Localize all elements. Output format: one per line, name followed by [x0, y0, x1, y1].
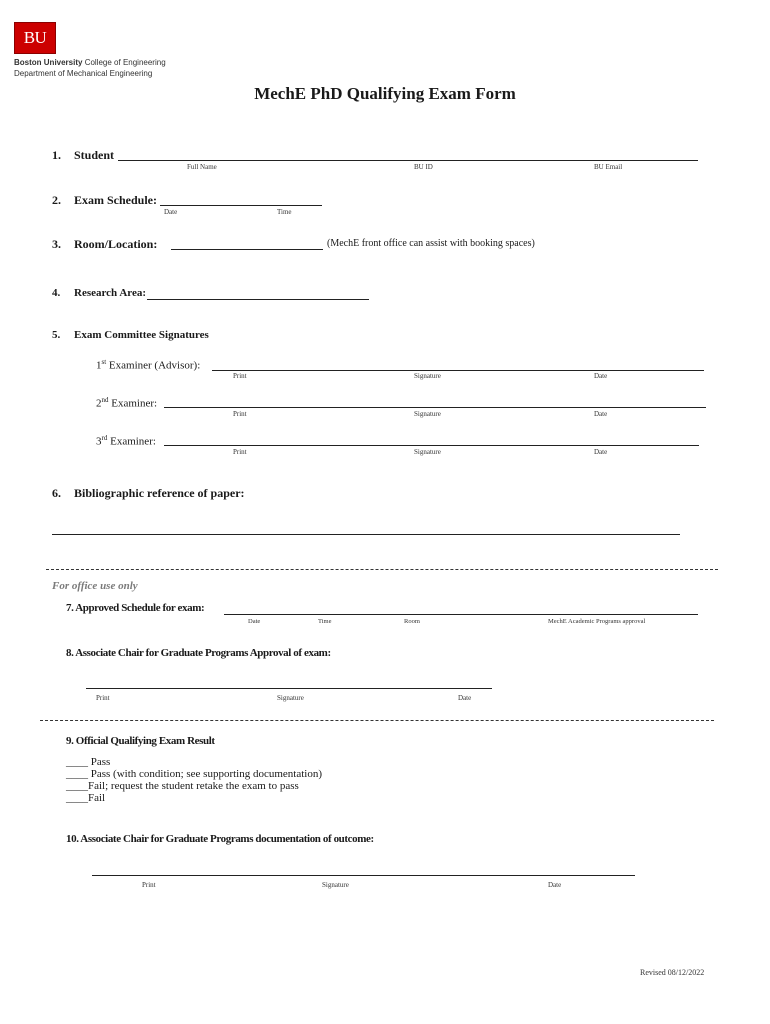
q6-number: 6. [52, 486, 61, 500]
examiner-3-caption-signature: Signature [414, 448, 441, 456]
examiner-3-text: Examiner: [110, 435, 156, 448]
examiner-1-text: Examiner (Advisor): [108, 359, 201, 372]
q4-research-line[interactable] [147, 299, 369, 300]
examiner-2-line[interactable] [164, 407, 706, 408]
examiner-1-suffix: st [101, 358, 107, 366]
examiner-1-caption-print: Print [233, 372, 247, 380]
q10-label: 10. Associate Chair for Graduate Programs documentation of outcome: [66, 833, 374, 845]
q7-label: 7. Approved Schedule for exam: [66, 602, 205, 614]
q9-option-pass-condition-blank[interactable]: ____ [66, 768, 88, 780]
q9-label: 9. Official Qualifying Exam Result [66, 735, 215, 747]
q9-option-pass-blank[interactable]: ____ [66, 756, 88, 768]
q8-label: 8. Associate Chair for Graduate Programs Approval of exam: [66, 647, 331, 659]
q9-option-pass-text: Pass [90, 756, 111, 768]
logo-department: Department of Mechanical Engineering [14, 69, 153, 78]
q2-caption-date: Date [164, 208, 178, 216]
examiner-3-label [96, 434, 156, 448]
logo-university-line [14, 58, 166, 67]
q9-option-fail-blank[interactable]: ____ [66, 792, 88, 804]
page-title: MechE PhD Qualifying Exam Form [254, 84, 516, 103]
q10-caption-print: Print [142, 881, 156, 889]
examiner-2-caption-signature: Signature [414, 410, 441, 418]
examiner-3-ordinal: 3 [96, 435, 102, 448]
q4-label [52, 287, 146, 299]
q2-text: Exam Schedule: [74, 193, 158, 207]
q3-number: 3. [52, 237, 61, 251]
examiner-1-caption-signature: Signature [414, 372, 441, 380]
revised-date: Revised 08/12/2022 [640, 968, 705, 977]
q1-number: 1. [52, 148, 61, 162]
q9-option-fail-retake-blank[interactable]: ____ [66, 780, 88, 792]
office-divider-top [46, 569, 718, 570]
examiner-3-caption-date: Date [594, 448, 608, 456]
q2-label [52, 193, 157, 208]
examiner-1-line[interactable] [212, 370, 704, 371]
q10-caption-date: Date [548, 881, 562, 889]
examiner-3-suffix: rd [101, 434, 108, 442]
examiner-1-ordinal: 1 [96, 359, 102, 372]
q4-text: Research Area: [74, 287, 146, 299]
q6-text: Bibliographic reference of paper: [74, 486, 245, 500]
q7-approved-line[interactable] [224, 614, 698, 615]
q8-caption-signature: Signature [277, 694, 304, 702]
q10-signature-line[interactable] [92, 875, 635, 876]
q4-number: 4. [52, 287, 61, 299]
q1-caption-id: BU ID [414, 163, 433, 171]
q10-caption-signature: Signature [322, 881, 349, 889]
q1-caption-name: Full Name [187, 163, 217, 171]
logo-university: Boston University [14, 58, 83, 67]
q5-text: Exam Committee Signatures [74, 329, 209, 341]
q3-label [52, 237, 157, 252]
q5-number: 5. [52, 329, 61, 341]
q2-caption-time: Time [277, 208, 292, 216]
q6-label [52, 486, 245, 501]
q9-option-fail-text: Fail [88, 792, 106, 804]
q9-option-fail-retake-text: Fail; request the student retake the exam to pass [88, 780, 299, 792]
q8-caption-date: Date [458, 694, 472, 702]
q1-student-line[interactable] [118, 160, 698, 161]
office-divider-bottom [40, 720, 714, 721]
examiner-2-caption-print: Print [233, 410, 247, 418]
examiner-2-ordinal: 2 [96, 397, 102, 410]
q9-option-pass[interactable] [66, 756, 322, 768]
q7-caption-date: Date [248, 618, 261, 625]
q9-option-fail[interactable] [66, 792, 322, 804]
examiner-2-suffix: nd [101, 396, 109, 404]
q7-caption-room: Room [404, 618, 420, 625]
q3-room-line[interactable] [171, 249, 323, 250]
examiner-3-line[interactable] [164, 445, 699, 446]
q2-number: 2. [52, 193, 61, 207]
q7-caption-approval: MechE Academic Programs approval [548, 618, 646, 625]
examiner-2-caption-date: Date [594, 410, 608, 418]
q9-option-pass-condition-text: Pass (with condition; see supporting documentation) [90, 768, 323, 780]
q2-schedule-line[interactable] [160, 205, 322, 206]
q9-options [66, 756, 322, 804]
office-header: For office use only [52, 580, 138, 592]
bu-logo: BU [14, 22, 56, 54]
q8-caption-print: Print [96, 694, 110, 702]
logo-college: College of Engineering [84, 58, 166, 67]
q1-text: Student [74, 148, 115, 162]
q5-label [52, 329, 209, 341]
q3-text: Room/Location: [74, 237, 158, 251]
examiner-1-label [96, 358, 200, 372]
examiner-1-caption-date: Date [594, 372, 608, 380]
q3-note: (MechE front office can assist with booking spaces) [327, 238, 535, 249]
q8-signature-line[interactable] [86, 688, 492, 689]
examiner-2-text: Examiner: [111, 397, 158, 410]
examiner-3-caption-print: Print [233, 448, 247, 456]
q6-reference-line[interactable] [52, 534, 680, 535]
q1-caption-email: BU Email [594, 163, 623, 171]
q1-label [52, 148, 114, 163]
q7-caption-time: Time [318, 618, 332, 625]
q9-option-fail-retake[interactable] [66, 780, 322, 792]
examiner-2-label [96, 396, 157, 410]
q9-option-pass-condition[interactable] [66, 768, 322, 780]
